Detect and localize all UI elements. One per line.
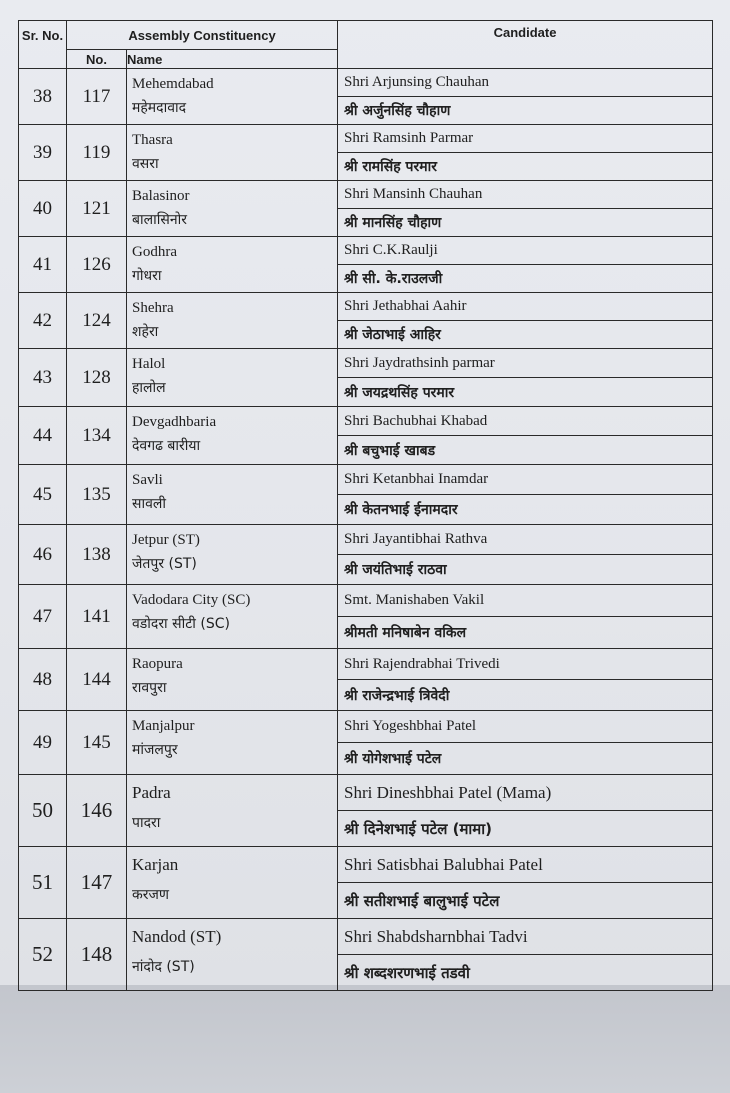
constituency-number: 138 bbox=[67, 525, 127, 585]
header-name: Name bbox=[127, 50, 338, 69]
candidate-name-hi: श्री केतनभाई ईनामदार bbox=[338, 495, 713, 525]
constituency-number: 145 bbox=[67, 711, 127, 775]
constituency-name bbox=[127, 293, 338, 349]
constituency-name bbox=[127, 181, 338, 237]
table-row bbox=[19, 465, 713, 495]
constituency-name-hi: वडोदरा सीटी (SC) bbox=[132, 616, 230, 632]
sr-number: 51 bbox=[19, 847, 67, 919]
constituency-name-hi: मांजलपुर bbox=[132, 742, 178, 758]
constituency-name-en: Thasra bbox=[132, 132, 173, 148]
candidate-name-en: Shri Ketanbhai Inamdar bbox=[338, 465, 713, 495]
constituency-name-hi: सावली bbox=[132, 496, 166, 512]
sr-number: 41 bbox=[19, 237, 67, 293]
table-row bbox=[19, 711, 713, 743]
candidate-name-hi: श्री रामसिंह परमार bbox=[338, 153, 713, 181]
constituency-name-hi: करजण bbox=[132, 887, 169, 903]
constituency-name-hi: महेमदावाद bbox=[132, 100, 187, 116]
constituency-name-en: Devgadhbaria bbox=[132, 414, 217, 430]
candidate-name-en: Shri Ramsinh Parmar bbox=[338, 125, 713, 153]
constituency-name bbox=[127, 585, 338, 649]
constituency-name-en: Karjan bbox=[132, 855, 179, 874]
header-sr-no: Sr. No. bbox=[19, 21, 67, 69]
candidate-name-hi: श्री जेठाभाई आहिर bbox=[338, 321, 713, 349]
candidate-name-hi: श्री बचुभाई खाबड bbox=[338, 436, 713, 465]
candidate-name-en: Shri Satisbhai Balubhai Patel bbox=[338, 847, 713, 883]
sr-number: 45 bbox=[19, 465, 67, 525]
constituency-number: 135 bbox=[67, 465, 127, 525]
candidate-table bbox=[18, 20, 713, 991]
constituency-name-en: Halol bbox=[132, 356, 166, 372]
candidate-name-hi: श्री जयद्रथसिंह परमार bbox=[338, 378, 713, 407]
candidate-name-hi: श्रीमती मनिषाबेन वकिल bbox=[338, 617, 713, 649]
constituency-name-en: Shehra bbox=[132, 300, 174, 316]
constituency-number: 117 bbox=[67, 69, 127, 125]
candidate-name-en: Shri C.K.Raulji bbox=[338, 237, 713, 265]
constituency-number: 119 bbox=[67, 125, 127, 181]
candidate-name-hi: श्री शब्दशरणभाई तडवी bbox=[338, 955, 713, 991]
constituency-name bbox=[127, 847, 338, 919]
constituency-name-hi: वसरा bbox=[132, 156, 159, 172]
constituency-number: 147 bbox=[67, 847, 127, 919]
constituency-name-hi: जेतपुर (ST) bbox=[132, 556, 197, 572]
constituency-number: 146 bbox=[67, 775, 127, 847]
candidate-name-hi: श्री अर्जुनसिंह चौहाण bbox=[338, 97, 713, 125]
candidate-name-en: Shri Arjunsing Chauhan bbox=[338, 69, 713, 97]
constituency-number: 128 bbox=[67, 349, 127, 407]
candidate-name-en: Smt. Manishaben Vakil bbox=[338, 585, 713, 617]
table-row bbox=[19, 181, 713, 209]
table-row bbox=[19, 585, 713, 617]
constituency-name bbox=[127, 649, 338, 711]
header-candidate: Candidate bbox=[338, 21, 713, 69]
sr-number: 39 bbox=[19, 125, 67, 181]
candidate-name-hi: श्री योगेशभाई पटेल bbox=[338, 743, 713, 775]
constituency-name-hi: पादरा bbox=[132, 815, 161, 831]
constituency-number: 148 bbox=[67, 919, 127, 991]
constituency-name-hi: नांदोद (ST) bbox=[132, 959, 195, 975]
candidate-name-en: Shri Dineshbhai Patel (Mama) bbox=[338, 775, 713, 811]
candidate-name-en: Shri Yogeshbhai Patel bbox=[338, 711, 713, 743]
table-row bbox=[19, 125, 713, 153]
candidate-name-hi: श्री राजेन्द्रभाई त्रिवेदी bbox=[338, 680, 713, 711]
candidate-name-en: Shri Rajendrabhai Trivedi bbox=[338, 649, 713, 680]
sr-number: 38 bbox=[19, 69, 67, 125]
constituency-name bbox=[127, 711, 338, 775]
table-row bbox=[19, 847, 713, 883]
table-row bbox=[19, 525, 713, 555]
candidate-name-en: Shri Bachubhai Khabad bbox=[338, 407, 713, 436]
sr-number: 40 bbox=[19, 181, 67, 237]
constituency-number: 134 bbox=[67, 407, 127, 465]
constituency-name bbox=[127, 349, 338, 407]
sr-number: 48 bbox=[19, 649, 67, 711]
sr-number: 43 bbox=[19, 349, 67, 407]
constituency-name-en: Balasinor bbox=[132, 188, 190, 204]
constituency-name-hi: रावपुरा bbox=[132, 680, 167, 696]
candidate-name-en: Shri Jaydrathsinh parmar bbox=[338, 349, 713, 378]
constituency-name bbox=[127, 237, 338, 293]
candidate-name-hi: श्री सी. के.राउलजी bbox=[338, 265, 713, 293]
candidate-name-hi: श्री मानसिंह चौहाण bbox=[338, 209, 713, 237]
candidate-name-hi: श्री सतीशभाई बालुभाई पटेल bbox=[338, 883, 713, 919]
sr-number: 50 bbox=[19, 775, 67, 847]
constituency-number: 141 bbox=[67, 585, 127, 649]
candidate-name-en: Shri Mansinh Chauhan bbox=[338, 181, 713, 209]
header-assembly-constituency: Assembly Constituency bbox=[67, 21, 338, 50]
candidate-name-en: Shri Jethabhai Aahir bbox=[338, 293, 713, 321]
table-row bbox=[19, 919, 713, 955]
table-row bbox=[19, 293, 713, 321]
constituency-name-en: Savli bbox=[132, 472, 163, 488]
constituency-number: 121 bbox=[67, 181, 127, 237]
constituency-name-en: Mehemdabad bbox=[132, 76, 214, 92]
constituency-name-en: Manjalpur bbox=[132, 718, 195, 734]
constituency-name-hi: हालोल bbox=[132, 380, 166, 396]
constituency-name bbox=[127, 69, 338, 125]
constituency-number: 144 bbox=[67, 649, 127, 711]
table-row bbox=[19, 237, 713, 265]
table-row bbox=[19, 775, 713, 811]
candidate-name-hi: श्री जयंतिभाई राठवा bbox=[338, 555, 713, 585]
constituency-name-en: Vadodara City (SC) bbox=[132, 592, 251, 608]
constituency-name bbox=[127, 407, 338, 465]
constituency-name-en: Jetpur (ST) bbox=[132, 532, 200, 548]
constituency-name-en: Nandod (ST) bbox=[132, 927, 222, 946]
sr-number: 52 bbox=[19, 919, 67, 991]
constituency-name bbox=[127, 125, 338, 181]
sr-number: 49 bbox=[19, 711, 67, 775]
constituency-name bbox=[127, 465, 338, 525]
table-row bbox=[19, 69, 713, 97]
constituency-name-hi: शहेरा bbox=[132, 324, 159, 340]
constituency-name-hi: बालासिनोर bbox=[132, 212, 187, 228]
constituency-name bbox=[127, 525, 338, 585]
candidate-name-en: Shri Jayantibhai Rathva bbox=[338, 525, 713, 555]
constituency-name bbox=[127, 919, 338, 991]
candidate-name-en: Shri Shabdsharnbhai Tadvi bbox=[338, 919, 713, 955]
sr-number: 44 bbox=[19, 407, 67, 465]
table-row bbox=[19, 349, 713, 378]
constituency-number: 126 bbox=[67, 237, 127, 293]
sr-number: 46 bbox=[19, 525, 67, 585]
constituency-name bbox=[127, 775, 338, 847]
table-row bbox=[19, 649, 713, 680]
sr-number: 42 bbox=[19, 293, 67, 349]
constituency-name-en: Padra bbox=[132, 783, 171, 802]
table-row bbox=[19, 407, 713, 436]
constituency-name-hi: गोधरा bbox=[132, 268, 162, 284]
constituency-name-en: Godhra bbox=[132, 244, 177, 260]
constituency-name-hi: देवगढ बारीया bbox=[132, 438, 201, 454]
sr-number: 47 bbox=[19, 585, 67, 649]
constituency-name-en: Raopura bbox=[132, 656, 183, 672]
constituency-number: 124 bbox=[67, 293, 127, 349]
background-surface bbox=[0, 985, 730, 1093]
candidate-name-hi: श्री दिनेशभाई पटेल (मामा) bbox=[338, 811, 713, 847]
header-no: No. bbox=[67, 50, 127, 69]
